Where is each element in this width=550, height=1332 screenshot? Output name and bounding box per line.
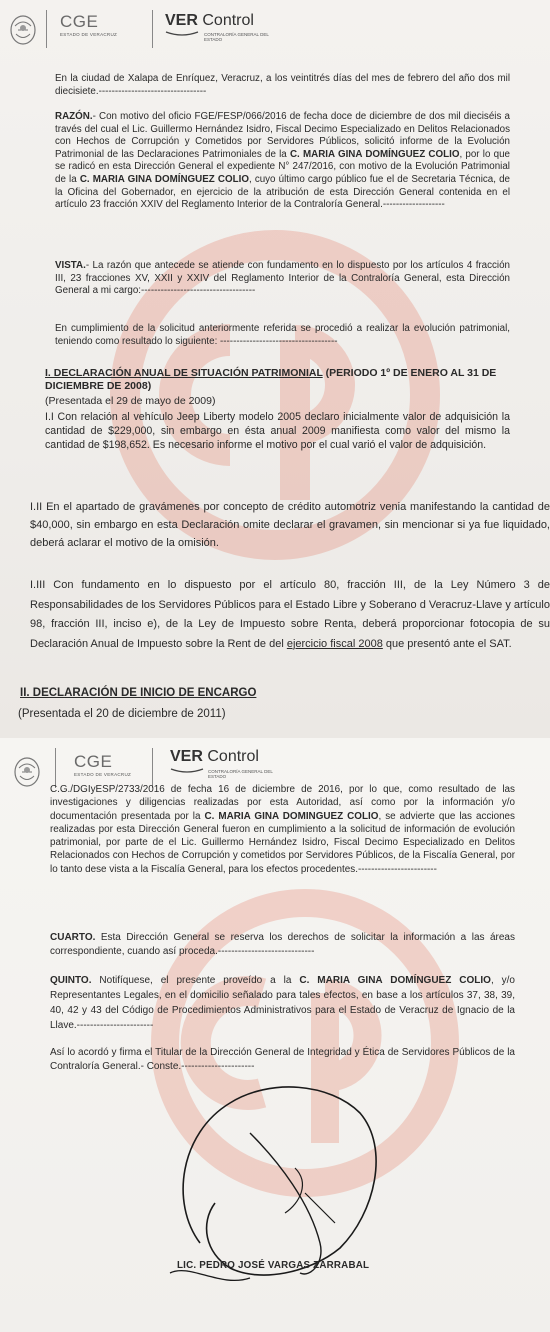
section-2-presented: (Presentada el 20 de diciembre de 2011) bbox=[18, 708, 226, 720]
cuarto-paragraph: CUARTO. Esta Dirección General se reserva los derechos de solicitar la información a las áreas correspondiente, cuando así proceda.----------------------------- bbox=[50, 932, 515, 957]
ver-subtitle: CONTRALORÍA GENERAL DEL ESTADO bbox=[208, 769, 273, 779]
logo-swoosh-icon bbox=[170, 768, 204, 774]
item-1-3: I.III Con fundamento en lo dispuesto por el artículo 80, fracción III, de la Ley Número 3 de Responsabilidades de los Servidores Públicos para el Estado Libre y Soberano d Veracruz-Llave y artículo 98, fracción III, inciso e), de la Ley de Impuesto sobre Renta, deberá proporcionar fotocopia de su Declaración Anual de Impuesto sobre la Rent de del ejercicio fiscal 2008 que presentó ante el SAT. bbox=[30, 579, 550, 650]
ver-control-logo: VER Control bbox=[170, 748, 259, 765]
intro-paragraph: En la ciudad de Xalapa de Enríquez, Veracruz, a los veintitrés días del mes de febrero del año dos mil diecisiete.--------------------------------- bbox=[55, 73, 510, 97]
ver-subtitle: CONTRALORÍA GENERAL DEL ESTADO bbox=[204, 32, 269, 42]
result-paragraph: C.G./DGIyESP/2733/2016 de fecha 16 de diciembre de 2016, por lo que, como resultado de las investigaciones y diligencias realizadas por esta Autoridad, así como por la información y/o documentación presentada por la C. MARIA GINA DOMINGUEZ COLIO, se advierte que las acciones realizadas por esta Dirección General fueron en cumplimiento a la solicitud de información de evolución patrimonial, por parte de el Lic. Guillermo Hernández Isidro, Fiscal Decimo Especializado en Delitos Relacionados con Hechos de Corrupción y cometidos por Servidores Públicos, de la Fiscalía General, por lo tanto dese vista a la Fiscalía General, para los efectos procedentes.------------------------ bbox=[50, 784, 515, 875]
state-seal-icon bbox=[12, 756, 42, 788]
section-1-presented: (Presentada el 29 de mayo de 2009) bbox=[45, 395, 216, 407]
razon-paragraph: RAZÓN.- Con motivo del oficio FGE/FESP/066/2016 de fecha doce de diciembre de dos mil dieciséis a través del cual el Lic. Guillermo Hernández Isidro, Fiscal Decimo Especializado en Delitos Relacionados con Hechos de Corrupción y Cometidos por Servidores Públicos, solicitó informe de la Evolución Patrimonial de las Declaraciones Patrimoniales de la C. MARIA GINA DOMÍNGUEZ COLIO, por lo que se radicó en esta Dirección General el expediente N° 247/2016, con motivo de la Evolución Patrimonial de la C. MARIA GINA DOMÍNGUEZ COLIO, cuyo último cargo público fue el de Secretaria Técnica, de la Oficina del Gobernador, en ejercicio de la atribución de esta Dirección General contenida en el artículo 23 fracción XXIV del Reglamento Interior de la Contraloría General.------------------- bbox=[55, 111, 511, 211]
section-2-title: II. DECLARACIÓN DE INICIO DE ENCARGO bbox=[20, 687, 257, 699]
header-divider bbox=[152, 10, 153, 48]
header-divider bbox=[152, 748, 153, 788]
quinto-paragraph: QUINTO. Notifíquese, el presente proveído a la C. MARIA GINA DOMÍNGUEZ COLIO, y/o Representantes Legales, en el domicilio señalado para tales efectos, en base a los artículos 37, 38, 39, 40, 42 y 43 del Código de Procedimientos Administrativos para el Estado de Veracruz de Ignacio de la Llave.----------------------- bbox=[50, 975, 515, 1031]
item-1-1: I.I Con relación al vehículo Jeep Liberty modelo 2005 declaro inicialmente valor de adquisición la cantidad de $229,000, sin embargo en ésta anual 2009 manifiesta como valor del mismo la cantidad de $198,652. Es necesario informe el motivo por el cual varió el valor de adquisición. bbox=[45, 411, 510, 451]
cumplimiento-paragraph: En cumplimiento de la solicitud anteriormente referida se procedió a realizar la evolución patrimonial, teniendo como resultado lo siguiente: ------------------------------------ bbox=[55, 323, 510, 347]
ver-control-logo: VER Control bbox=[165, 12, 254, 29]
item-1-2: I.II En el apartado de gravámenes por concepto de crédito automotriz venia manifestando la cantidad de $40,000, sin embargo en esta Declaración omite declarar el gravamen, sin mencionar si ya fue liquidado, deberá aclarar el motivo de la omisión. bbox=[30, 501, 550, 549]
logo-swoosh-icon bbox=[165, 31, 199, 37]
document-page-2 bbox=[0, 738, 550, 1332]
cge-subtitle: ESTADO DE VERACRUZ bbox=[74, 772, 132, 777]
state-seal-icon bbox=[8, 14, 38, 46]
vista-paragraph: VISTA.- La razón que antecede se atiende con fundamento en lo dispuesto por los artículos 4 fracción III, 23 fracciones XV, XXII y XXIV del Reglamento Interior de la Contraloría General, esta Dirección General a mi cargo:----------------------------------- bbox=[55, 260, 510, 297]
header-divider bbox=[46, 10, 47, 48]
signer-name: LIC. PEDRO JOSÉ VARGAS ZARRABAL bbox=[177, 1260, 370, 1271]
cge-subtitle: ESTADO DE VERACRUZ bbox=[60, 32, 118, 37]
closing-paragraph: Así lo acordó y firma el Titular de la Dirección General de Integridad y Ética de Servidores Públicos de la Contraloría General.- Conste.---------------------- bbox=[50, 1047, 515, 1072]
header-divider bbox=[55, 748, 56, 788]
letterhead bbox=[0, 0, 550, 60]
cge-title: CGE bbox=[60, 12, 99, 31]
section-1-title: I. DECLARACIÓN ANUAL DE SITUACIÓN PATRIMONIAL (PERIODO 1º DE ENERO AL 31 DE DICIEMBRE DE 2008) bbox=[45, 367, 497, 392]
cge-title: CGE bbox=[74, 752, 113, 771]
